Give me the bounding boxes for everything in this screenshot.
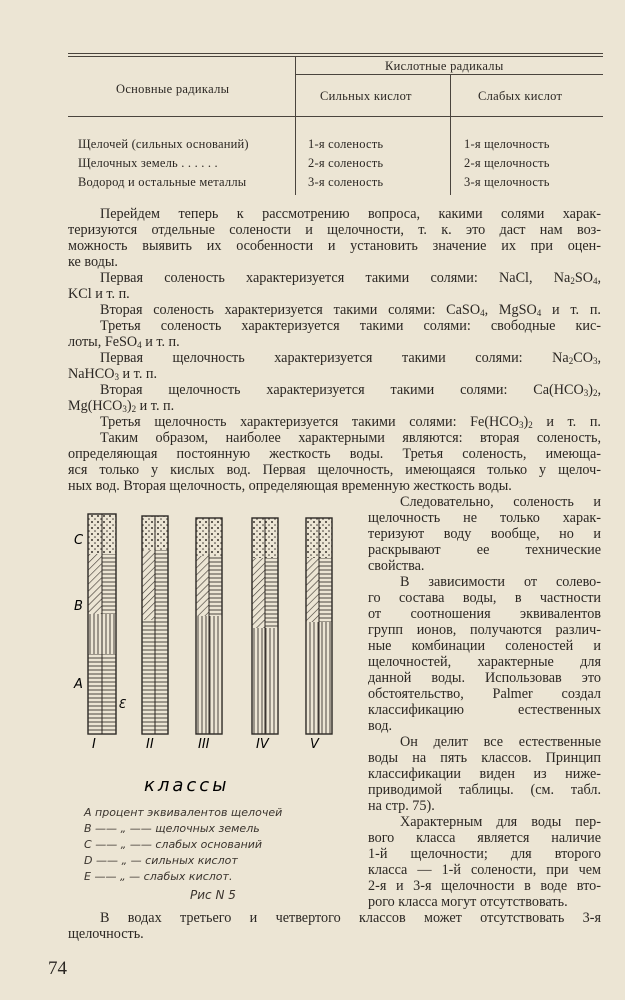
paragraph-line: Вторая соленость характеризуется такими солями: CaSO$_4$, MgSO$_4$ и т. п. — [100, 302, 601, 318]
row-weak-cell: 1-я щелочность — [464, 137, 550, 151]
column-line: раскрывают ее технические — [368, 542, 601, 558]
paragraph-line: NaHCO$_3$ и т. п. — [68, 366, 158, 382]
paragraph-line: можность выявить их особенности и установить значение их при оцен- — [68, 238, 601, 254]
column-line: го состава воды, в частности — [368, 590, 601, 606]
bar-class-3 — [196, 518, 222, 734]
paragraph-line: Перейдем теперь к рассмотрению вопроса, какими солями харак- — [100, 206, 601, 222]
roman-label: I — [92, 737, 96, 752]
column-line: теризуют воду вообще, но и — [368, 526, 601, 542]
paragraph-line: $Mg(HCO_3)_2$ и т. п. — [68, 398, 175, 414]
table-col-divider-2 — [450, 75, 451, 195]
paragraph-line: определяющая постоянную жесткость воды. Третья соленость, имеюща- — [68, 446, 601, 462]
paragraph-line: Первая щелочность характеризуется такими солями: $Na_2CO_3$, — [100, 350, 601, 366]
paragraph-line: Третья соленость характеризуется такими солями: свободные кис- — [100, 318, 601, 334]
column-line: обстоятельство, Palmer создал — [368, 686, 601, 702]
row-strong-cell: 1-я соленость — [308, 137, 384, 151]
roman-label: V — [310, 737, 319, 752]
bar-class-5 — [306, 518, 332, 734]
column-line: классификации виден из ниже- — [368, 766, 601, 782]
column-line: свойства. — [368, 558, 425, 574]
side-letter: A — [74, 677, 83, 692]
table-top-rule — [68, 53, 603, 54]
legend-row: E —— „ — слабых кислот. — [84, 870, 233, 883]
bar-class-1 — [88, 514, 116, 734]
paragraph-line: яся только у кислых вод. Первая щелочность, имеющаяся только у щелоч- — [68, 462, 601, 478]
bar-class-2 — [142, 516, 168, 734]
column-line: рого класса могут отсутствовать. — [368, 894, 568, 910]
legend-row: A процент эквивалентов щелочей — [84, 806, 283, 819]
column-line: щелочность не только харак- — [368, 510, 601, 526]
column-line: ные комбинации соленостей и — [368, 638, 601, 654]
paragraph-line: ке воды. — [68, 254, 118, 270]
column-line: В зависимости от солево- — [400, 574, 601, 590]
paragraph-line: Таким образом, наиболее характерными являются: вторая соленость, — [100, 430, 601, 446]
paragraph-line: Третья щелочность характеризуется такими солями: $Fe(HCO_3)_2$ и т. п. — [100, 414, 601, 430]
paragraph-line: Первая соленость характеризуется такими солями: NaCl, $Na_2SO_4$, — [100, 270, 601, 286]
side-letter: B — [74, 599, 83, 614]
column-line: щелочностей, характерные для — [368, 654, 601, 670]
column-line: классификацию естественных — [368, 702, 601, 718]
column-line: данной воды. Использовав это — [368, 670, 601, 686]
paragraph-line: KCl и т. п. — [68, 286, 130, 302]
row-base-cell: Щелочей (сильных оснований) — [78, 137, 249, 151]
header-weak-acids: Слабых кислот — [478, 89, 563, 103]
column-line: от соотношения эквивалентов — [368, 606, 601, 622]
paragraph-line: теризуются отдельные солености и щелочности, т. к. это даст нам воз- — [68, 222, 601, 238]
column-line: Следовательно, соленость и — [400, 494, 601, 510]
page-number: 74 — [48, 958, 67, 979]
roman-label: IV — [256, 737, 269, 752]
column-line: групп ионов, получаются различ- — [368, 622, 601, 638]
column-line: воды на пять классов. Принцип — [368, 750, 601, 766]
column-line: 1-й щелочности; для второго — [368, 846, 601, 862]
column-line: вого класса является наличие — [368, 830, 601, 846]
side-letter: Ɛ — [118, 697, 126, 711]
header-strong-acids: Сильных кислот — [320, 89, 412, 103]
column-line: Характерным для воды пер- — [400, 814, 601, 830]
paragraph-line: ных вод. Вторая щелочность, определяющая временную жесткость воды. — [68, 478, 512, 494]
header-main-radicals: Основные радикалы — [116, 82, 230, 96]
column-line: класса — 1-й солености, при чем — [368, 862, 601, 878]
column-line: вод. — [368, 718, 393, 734]
paragraph-line: щелочность. — [68, 926, 144, 942]
table-header-rule — [68, 116, 603, 117]
row-weak-cell: 2-я щелочность — [464, 156, 550, 170]
table-sub-rule — [296, 74, 603, 75]
column-line: приводимой таблицы. (см. табл. — [368, 782, 601, 798]
header-acid-radicals: Кислотные радикалы — [385, 59, 504, 73]
row-base-cell: Щелочных земель . . . . . . — [78, 156, 218, 170]
legend-row: D —— „ — сильных кислот — [84, 854, 238, 867]
column-line: на стр. 75). — [368, 798, 435, 814]
side-letter: C — [74, 533, 84, 548]
column-line: Он делит все естественные — [400, 734, 601, 750]
paragraph-line: Вторая щелочность характеризуется такими солями: $Ca(HCO_3)_2$, — [100, 382, 601, 398]
figure-caption: Рис N 5 — [190, 888, 236, 902]
row-weak-cell: 3-я щелочность — [464, 175, 550, 189]
roman-label: II — [146, 737, 154, 752]
figure-title: классы — [144, 775, 230, 796]
column-line: 2-я и 3-я щелочности в воде вто- — [368, 878, 601, 894]
row-base-cell: Водород и остальные металлы — [78, 175, 247, 189]
row-strong-cell: 2-я соленость — [308, 156, 384, 170]
bar-class-4 — [252, 518, 278, 734]
row-strong-cell: 3-я соленость — [308, 175, 384, 189]
table-top-rule-2 — [68, 56, 603, 57]
roman-label: III — [198, 737, 210, 752]
legend-row: B —— „ —— щелочных земель — [84, 822, 260, 835]
figure-classes — [72, 508, 362, 908]
table-col-divider — [295, 57, 296, 195]
paragraph-line: лоты, FeSO$_4$ и т. п. — [68, 334, 180, 350]
paragraph-line: В водах третьего и четвертого классов может отсутствовать 3-я — [100, 910, 601, 926]
legend-row: C —— „ —— слабых оснований — [84, 838, 263, 851]
